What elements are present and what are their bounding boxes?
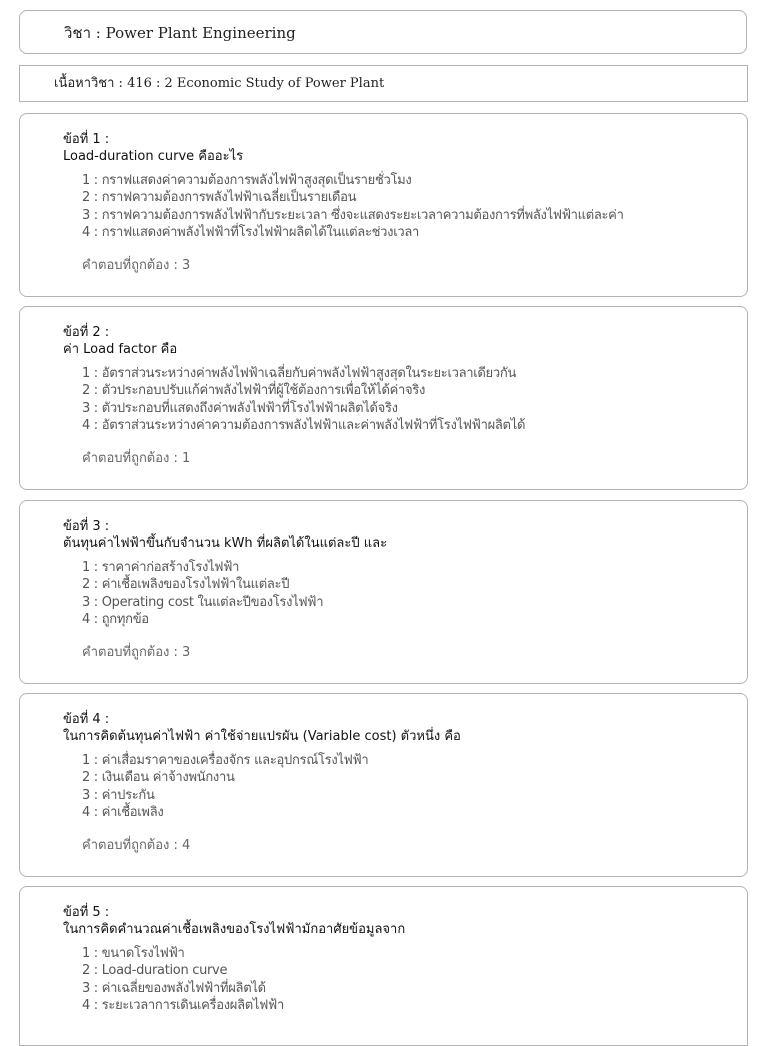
option-item: 4 : ค่าเชื้อเพลิง xyxy=(82,804,164,820)
question-text: ค่า Load factor คือ xyxy=(63,342,178,357)
option-item: 4 : กราฟแสดงค่าพลังไฟฟ้าที่โรงไฟฟ้าผลิตได้ในแต่ละช่วงเวลา xyxy=(82,224,420,240)
correct-answer: คำตอบที่ถูกต้อง : 1 xyxy=(82,451,191,467)
question-text: ในการคิดต้นทุนค่าไฟฟ้า ค่าใช้จ่ายแปรผัน (Variable cost) ตัวหนึ่ง คือ xyxy=(63,729,461,744)
option-item: 4 : ถูกทุกข้อ xyxy=(82,611,149,627)
question-number: ข้อที่ 3 : xyxy=(63,519,110,534)
option-item: 4 : ระยะเวลาการเดินเครื่องผลิตไฟฟ้า xyxy=(82,997,284,1013)
option-item: 2 : กราฟความต้องการพลังไฟฟ้าเฉลี่ยเป็นรายเดือน xyxy=(82,190,357,206)
option-item: 1 : อัตราส่วนระหว่างค่าพลังไฟฟ้าเฉลี่ยกับค่าพลังไฟฟ้าสูงสุดในระยะเวลาเดียวกัน xyxy=(82,366,517,381)
question-number: ข้อที่ 1 : xyxy=(63,132,110,147)
question-card xyxy=(19,306,748,490)
option-item: 2 : ค่าเชื้อเพลิงของโรงไฟฟ้าในแต่ละปี xyxy=(82,577,290,593)
question-number: ข้อที่ 2 : xyxy=(63,325,110,340)
option-item: 4 : อัตราส่วนระหว่างค่าความต้องการพลังไฟฟ้าและค่าพลังไฟฟ้าที่โรงไฟฟ้าผลิตได้ xyxy=(82,417,526,433)
option-item: 2 : Load-duration curve xyxy=(82,963,228,979)
option-item: 3 : Operating cost ในแต่ละปีของโรงไฟฟ้า xyxy=(82,594,324,610)
question-text: ในการคิดคำนวณค่าเชื้อเพลิงของโรงไฟฟ้ามักอาศัยข้อมูลจาก xyxy=(63,922,406,937)
option-item: 1 : ค่าเสื่อมราคาของเครื่องจักร และอุปกรณ์โรงไฟฟ้า xyxy=(82,753,369,768)
option-list xyxy=(82,365,747,434)
question-card xyxy=(19,886,748,1046)
question-card xyxy=(19,500,748,684)
question-card xyxy=(19,113,748,297)
subject-title: วิชา : Power Plant Engineering xyxy=(19,10,747,54)
option-item: 2 : เงินเดือน ค่าจ้างพนักงาน xyxy=(82,770,235,786)
question-number: ข้อที่ 5 : xyxy=(63,905,110,920)
option-list xyxy=(82,945,747,1014)
option-item: 3 : ตัวประกอบที่แสดงถึงค่าพลังไฟฟ้าที่โรงไฟฟ้าผลิตได้จริง xyxy=(82,400,398,416)
correct-answer: คำตอบที่ถูกต้อง : 3 xyxy=(82,645,191,661)
correct-answer: คำตอบที่ถูกต้อง : 3 xyxy=(82,258,191,274)
option-item: 1 : กราฟแสดงค่าความต้องการพลังไฟฟ้าสูงสุดเป็นรายชั่วโมง xyxy=(82,173,412,188)
option-item: 2 : ตัวประกอบปรับแก้ค่าพลังไฟฟ้าที่ผู้ใช้ต้องการเพื่อให้ได้ค่าจริง xyxy=(82,383,426,399)
option-list xyxy=(82,559,747,628)
option-list xyxy=(82,752,747,821)
question-card xyxy=(19,693,748,877)
question-text: Load-duration curve คืออะไร xyxy=(63,149,244,164)
option-item: 1 : ราคาค่าก่อสร้างโรงไฟฟ้า xyxy=(82,560,240,575)
option-item: 1 : ขนาดโรงไฟฟ้า xyxy=(82,946,185,961)
option-item: 3 : ค่าประกัน xyxy=(82,787,155,803)
topic-title: เนื้อหาวิชา : 416 : 2 Economic Study of Power Plant xyxy=(19,65,748,102)
correct-answer: คำตอบที่ถูกต้อง : 4 xyxy=(82,838,191,854)
question-text: ต้นทุนค่าไฟฟ้าขึ้นกับจำนวน kWh ที่ผลิตได้ในแต่ละปี และ xyxy=(63,536,388,551)
option-item: 3 : ค่าเฉลี่ยของพลังไฟฟ้าที่ผลิตได้ xyxy=(82,980,266,996)
option-list xyxy=(82,172,747,241)
option-item: 3 : กราฟความต้องการพลังไฟฟ้ากับระยะเวลา ซึ่งจะแสดงระยะเวลาความต้องการที่พลังไฟฟ้าแต่ละค่า xyxy=(82,207,624,223)
question-number: ข้อที่ 4 : xyxy=(63,712,110,727)
